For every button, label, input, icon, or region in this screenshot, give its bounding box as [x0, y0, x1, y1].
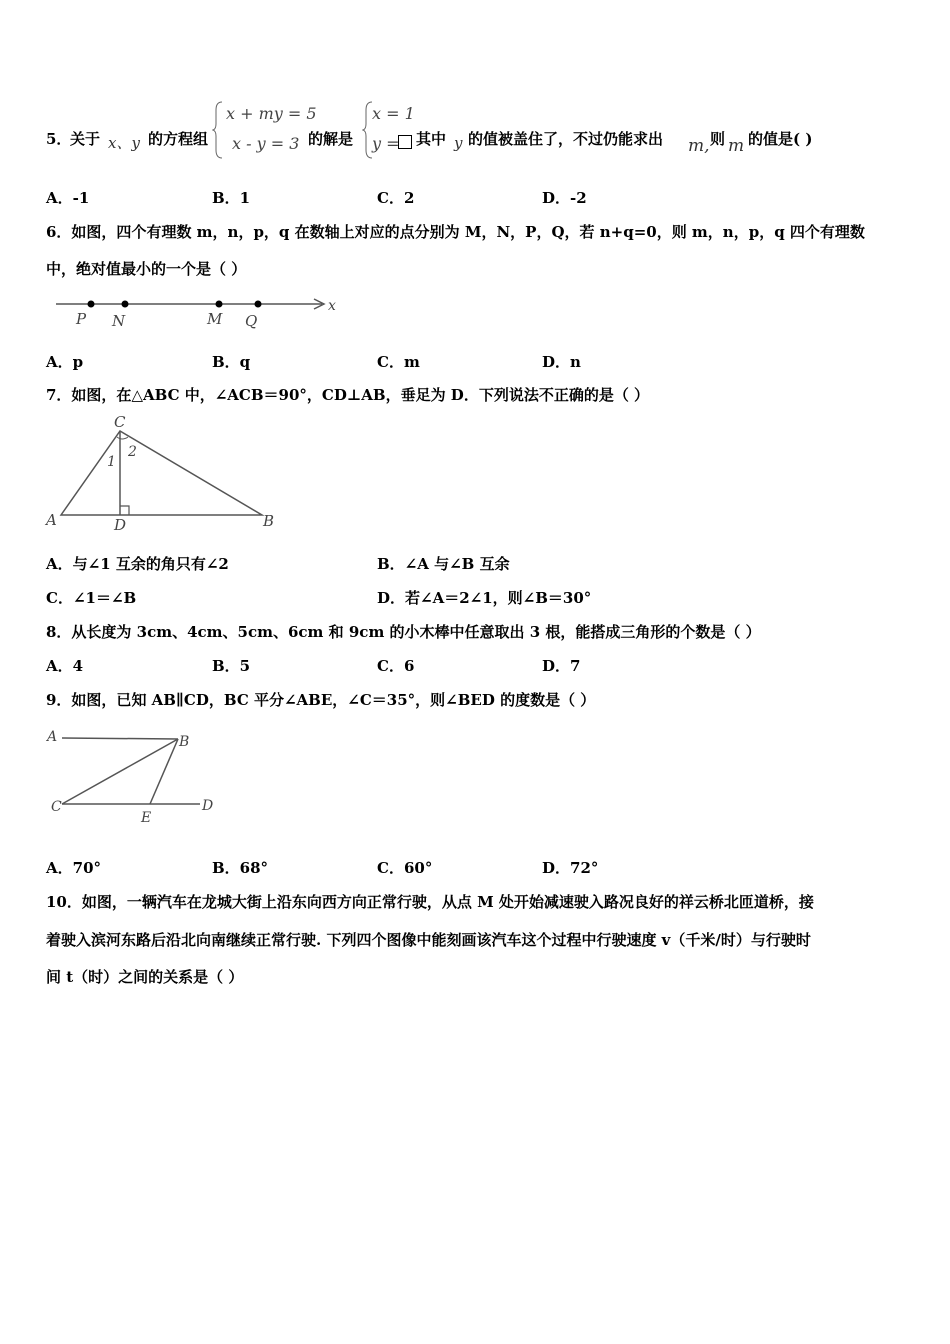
label-a: A — [47, 729, 58, 745]
q6-text-line2: 中，绝对值最小的一个是（ ） — [46, 260, 247, 278]
point-q — [255, 301, 262, 308]
hidden-value-box — [398, 135, 412, 149]
segment-bc — [62, 739, 178, 804]
q5-solution-y: y = — [372, 134, 400, 153]
q7-option-d: D．若∠A＝2∠1，则∠B＝30° — [377, 589, 592, 607]
label-b: B — [179, 734, 190, 750]
parallel-lines-figure — [40, 722, 230, 827]
q10-text-line3: 间 t（时）之间的关系是（ ） — [46, 968, 244, 986]
label-q: Q — [245, 312, 258, 330]
q5-solution-x: x = 1 — [372, 104, 415, 123]
point-n — [122, 301, 129, 308]
label-angle-1: 1 — [107, 454, 116, 470]
q9-option-b: B．68° — [212, 859, 269, 877]
label-p: P — [76, 310, 87, 328]
label-m: M — [207, 310, 223, 328]
triangle-abc-figure — [40, 408, 290, 536]
q9-option-c: C．60° — [377, 859, 433, 877]
q5-mid: 的方程组 — [148, 130, 209, 148]
q5-option-b: B．1 — [212, 189, 251, 207]
right-angle-c — [117, 437, 128, 439]
label-b: B — [263, 512, 275, 530]
q5-number: 5． — [46, 130, 72, 148]
q5-m2: m — [728, 136, 745, 156]
q9-option-a: A．70° — [46, 859, 102, 877]
q7-option-b: B．∠A 与∠B 互余 — [377, 555, 510, 573]
q9-option-d: D．72° — [542, 859, 599, 877]
q9-text: 9．如图，已知 AB∥CD，BC 平分∠ABE，∠C＝35°，则∠BED 的度数是（ ） — [46, 691, 596, 709]
q5-equation-2: x - y = 3 — [232, 134, 300, 153]
q5-yvar: y — [454, 134, 463, 152]
point-m — [216, 301, 223, 308]
q8-option-b: B．5 — [212, 657, 251, 675]
q5-post: 其中 — [416, 130, 447, 148]
q8-option-d: D．7 — [542, 657, 581, 675]
q6-option-a: A．p — [46, 353, 84, 371]
q5-mid2: 的解是 — [308, 130, 354, 148]
q5-vars: x、y — [108, 134, 140, 152]
q7-option-a: A．与∠1 互余的角只有∠2 — [46, 555, 229, 573]
q6-option-b: B．q — [212, 353, 251, 371]
q5-post2: 的值被盖住了，不过仍能求出 — [468, 130, 664, 148]
q6-text-line1: 6．如图，四个有理数 m，n，p，q 在数轴上对应的点分别为 M，N，P，Q，若 n+q=0，则 m，n，p，q 四个有理数 — [46, 223, 865, 241]
number-line-figure — [50, 290, 350, 335]
triangle-abc — [61, 431, 262, 515]
point-p — [88, 301, 95, 308]
q5-post4: 的值是( ) — [748, 130, 813, 148]
q5-option-c: C．2 — [377, 189, 415, 207]
segment-be — [150, 739, 178, 804]
label-d: D — [114, 516, 127, 534]
q7-option-c: C．∠1＝∠B — [46, 589, 137, 607]
line-ab — [62, 738, 178, 739]
q8-option-a: A．4 — [46, 657, 84, 675]
q6-option-d: D．n — [542, 353, 581, 371]
q6-option-c: C．m — [377, 353, 420, 371]
label-c: C — [51, 799, 62, 815]
q8-text: 8．从长度为 3cm、4cm、5cm、6cm 和 9cm 的小木棒中任意取出 3 根，能搭成三角形的个数是（ ） — [46, 623, 761, 641]
right-angle-d — [120, 506, 129, 515]
label-e: E — [141, 810, 152, 826]
q10-text-line2: 着驶入滨河东路后沿北向南继续正常行驶. 下列四个图像中能刻画该汽车这个过程中行驶速度 v（千米/时）与行驶时 — [46, 931, 811, 949]
q5-brace-1 — [212, 100, 224, 160]
label-a: A — [46, 511, 57, 529]
q5-pre: 关于 — [70, 130, 101, 148]
label-d: D — [202, 798, 214, 814]
q5-equation-1: x + my = 5 — [226, 104, 317, 123]
q10-text-line1: 10．如图，一辆汽车在龙城大街上沿东向西方向正常行驶，从点 M 处开始减速驶入路况良好的祥云桥北匝道桥，接 — [46, 893, 814, 911]
q5-option-d: D．-2 — [542, 189, 587, 207]
label-angle-2: 2 — [128, 444, 137, 460]
label-n: N — [112, 312, 126, 330]
q7-text: 7．如图，在△ABC 中，∠ACB＝90°，CD⊥AB，垂足为 D．下列说法不正确的是（ ） — [46, 386, 650, 404]
q5-post3: 则 — [710, 130, 726, 148]
q8-option-c: C．6 — [377, 657, 415, 675]
label-c: C — [114, 413, 126, 431]
label-x: x — [328, 298, 336, 314]
q5-option-a: A．-1 — [46, 189, 90, 207]
q5-m1: m, — [688, 136, 710, 156]
